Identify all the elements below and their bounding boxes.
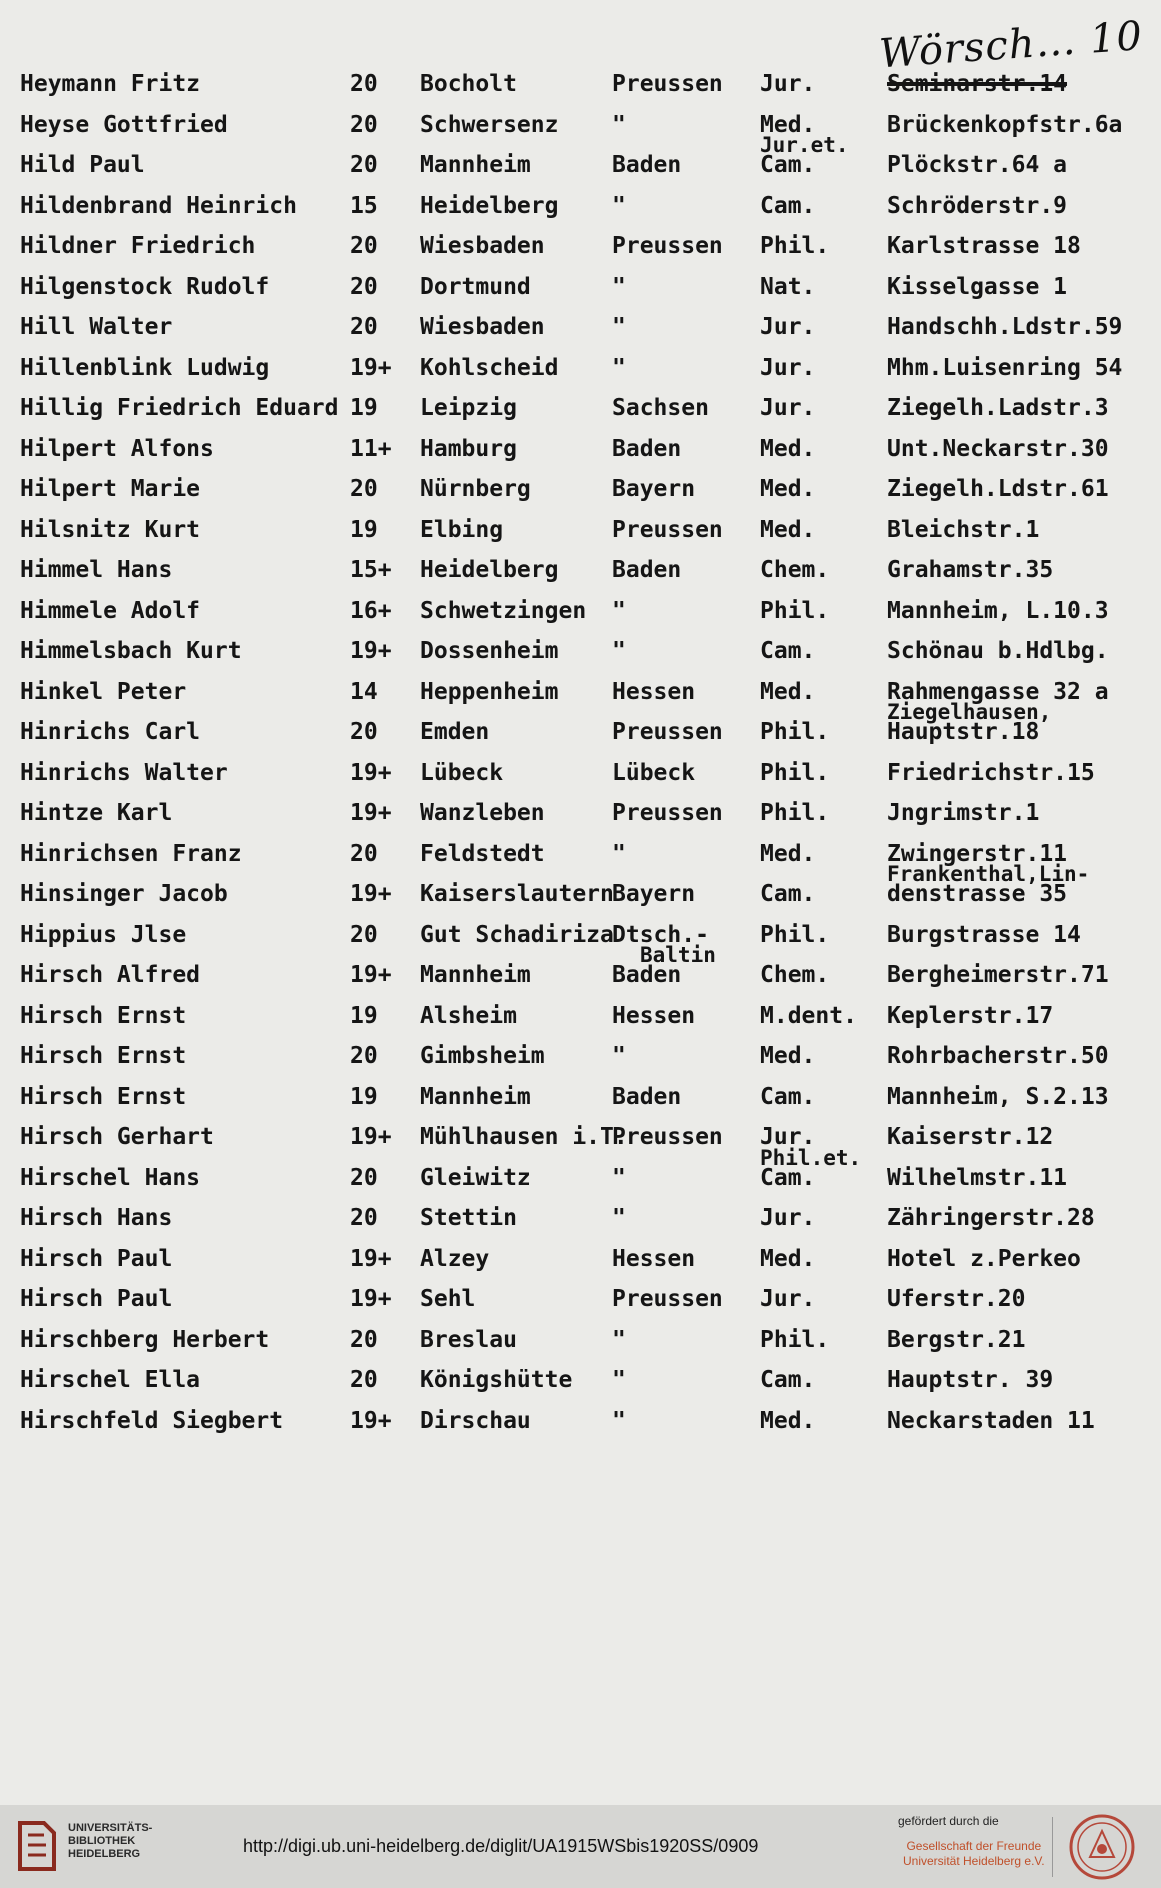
semester-count: 19+ [350,1407,392,1434]
home-city: Leipzig [420,395,517,421]
faculty: Med. [760,1043,816,1069]
home-state: " [612,840,626,867]
semester-count: 20 [350,111,378,138]
student-name: Hilpert Alfons [20,435,214,462]
student-name: Hirschberg Herbert [20,1326,270,1353]
faculty: Cam. [760,1367,816,1393]
faculty: Jur. [760,1286,816,1312]
faculty: Phil. [760,719,830,745]
home-state: Baden [612,962,682,988]
home-city: Heidelberg [420,192,559,219]
home-state: " [612,1205,626,1231]
student-name: Hinkel Peter [20,678,187,705]
student-name: Hirsch Alfred [20,962,201,988]
student-name: Hildner Friedrich [20,233,256,259]
address: Hotel z.Perkeo [887,1245,1081,1272]
home-city: Feldstedt [420,840,545,867]
address: Rohrbacherstr.50 [887,1043,1109,1069]
home-state: Preussen [612,516,723,543]
table-row [0,915,1161,967]
address: Uferstr.20 [887,1286,1026,1312]
semester-count: 19+ [350,759,392,786]
table-row [0,862,1161,914]
table-row [0,1117,1161,1157]
table-row [0,348,1161,388]
address-note: Frankenthal,Lin- [887,862,1090,886]
faculty: Cam. [760,1164,816,1191]
footer-divider [1052,1817,1053,1877]
semester-count: 20 [350,719,378,745]
home-state: " [612,273,626,300]
address: Plöckstr.64 a [887,152,1068,178]
address: Bergstr.21 [887,1326,1026,1353]
semester-count: 20 [350,1326,378,1353]
address: Handschh.Ldstr.59 [887,314,1123,340]
address: Mannheim, S.2.13 [887,1083,1109,1110]
table-row [0,226,1161,266]
address: Schönau b.Hdlbg. [887,638,1109,664]
home-state: " [612,1164,626,1191]
address: Neckarstaden 11 [887,1407,1095,1434]
student-name: Hilgenstock Rudolf [20,273,270,300]
home-state: Bayern [612,881,696,907]
faculty: Cam. [760,881,816,907]
faculty: Med. [760,1245,816,1272]
student-name: Himmele Adolf [20,597,201,624]
semester-count: 19+ [350,800,392,826]
student-name: Hirsch Ernst [20,1043,187,1069]
table-row [0,1145,1161,1198]
home-city: Gut Schadiriza [420,921,614,948]
student-name: Hirsch Paul [20,1286,173,1312]
faculty: Cam. [760,152,816,178]
semester-count: 20 [350,840,378,867]
home-state: " [612,354,626,381]
home-state: Preussen [612,233,723,259]
address: Friedrichstr.15 [887,759,1095,786]
student-name: Heyse Gottfried [20,111,228,138]
address: Hauptstr. 39 [887,1367,1054,1393]
address: Mhm.Luisenring 54 [887,354,1123,381]
table-row [0,631,1161,671]
home-city: Heidelberg [420,557,559,583]
home-state: Preussen [612,1124,723,1150]
table-row [0,1320,1161,1360]
home-state: " [612,1326,626,1353]
table-row [0,429,1161,469]
faculty: Med. [760,678,816,705]
faculty: Chem. [760,557,830,583]
table-row [0,469,1161,509]
semester-count: 19+ [350,638,392,664]
student-name: Hinrichsen Franz [20,840,242,867]
student-name: Hirsch Ernst [20,1002,187,1029]
footer-bar [0,1805,1161,1888]
faculty: Med. [760,1407,816,1434]
home-state: " [612,638,626,664]
semester-count: 19 [350,516,378,543]
home-city: Dortmund [420,273,531,300]
faculty: Jur. [760,71,816,97]
semester-count: 15 [350,192,378,219]
home-state: " [612,1043,626,1069]
semester-count: 19+ [350,1286,392,1312]
address: Brückenkopfstr.6a [887,111,1123,138]
sponsor-line1: Gesellschaft der Freunde [906,1839,1042,1853]
semester-count: 11+ [350,435,392,462]
handwritten-note: Wörsch… 10 [877,13,1145,78]
semester-count: 20 [350,1205,378,1231]
address-note: Ziegelhausen, [887,700,1052,724]
faculty: Phil. [760,759,830,786]
student-name: Hilpert Marie [20,476,201,502]
semester-count: 20 [350,921,378,948]
home-state-continuation: Baltin [640,942,716,967]
address: Unt.Neckarstr.30 [887,435,1109,462]
faculty: Jur. [760,395,816,421]
semester-count: 19 [350,1002,378,1029]
semester-count: 19+ [350,881,392,907]
semester-count: 20 [350,476,378,502]
home-city: Königshütte [420,1367,573,1393]
table-row [0,996,1161,1036]
student-name: Hippius Jlse [20,921,187,948]
student-name: Hirsch Ernst [20,1083,187,1110]
home-state: Dtsch.- [612,921,709,948]
home-city: Sehl [420,1286,476,1312]
home-state: " [612,1407,626,1434]
library-name-line3: HEIDELBERG [68,1848,141,1860]
semester-count: 20 [350,273,378,300]
semester-count: 15+ [350,557,392,583]
faculty: Med. [760,111,816,138]
home-state: Hessen [612,1002,696,1029]
home-city: Lübeck [420,759,504,786]
home-city: Alsheim [420,1002,517,1029]
faculty: Jur. [760,354,816,381]
student-name: Hirsch Gerhart [20,1124,214,1150]
table-row [0,1198,1161,1238]
student-name: Hintze Karl [20,800,173,826]
home-state: Preussen [612,800,723,826]
table-row [0,753,1161,793]
table-row [0,307,1161,347]
student-name: Hill Walter [20,314,173,340]
student-name: Hirschfeld Siegbert [20,1407,284,1434]
student-name: Hinrichs Carl [20,719,201,745]
faculty: M.dent. [760,1002,857,1029]
home-city: Wanzleben [420,800,545,826]
table-row [0,1077,1161,1117]
semester-count: 20 [350,152,378,178]
address: Karlstrasse 18 [887,233,1081,259]
home-state: Baden [612,1083,682,1110]
student-name: Hinrichs Walter [20,759,228,786]
home-city: Mühlhausen i.T. [420,1124,628,1150]
semester-count: 19+ [350,1124,392,1150]
library-name-line2: BIBLIOTHEK [68,1835,136,1847]
home-city: Kohlscheid [420,354,559,381]
student-name: Hinsinger Jacob [20,881,228,907]
semester-count: 20 [350,1043,378,1069]
faculty: Med. [760,435,816,462]
university-seal-icon [1068,1813,1136,1881]
faculty-note: Jur.et. [760,133,849,157]
student-name: Hild Paul [20,152,145,178]
semester-count: 20 [350,1367,378,1393]
address: Jngrimstr.1 [887,800,1040,826]
student-name: Hildenbrand Heinrich [20,192,297,219]
table-row [0,186,1161,226]
sponsor-line2: Universität Heidelberg e.V. [903,1854,1045,1868]
home-city: Gleiwitz [420,1164,531,1191]
student-name: Heymann Fritz [20,71,201,97]
table-row [0,267,1161,307]
address: Kaiserstr.12 [887,1124,1054,1150]
address: Schröderstr.9 [887,192,1068,219]
table-row [0,550,1161,590]
home-state: Hessen [612,1245,696,1272]
sponsor-prefix: gefördert durch die [898,1814,999,1828]
student-name: Hillenblink Ludwig [20,354,270,381]
home-city: Alzey [420,1245,490,1272]
home-city: Elbing [420,516,504,543]
home-city: Heppenheim [420,678,559,705]
home-city: Emden [420,719,490,745]
student-name: Hillig Friedrich Eduard [20,395,339,421]
library-name [68,1822,152,1861]
home-city: Schwetzingen [420,597,587,624]
semester-count: 20 [350,314,378,340]
home-city: Breslau [420,1326,517,1353]
address: Hauptstr.18 [887,719,1040,745]
table-row [0,1279,1161,1319]
home-city: Stettin [420,1205,517,1231]
address: Kisselgasse 1 [887,273,1068,300]
address: Bleichstr.1 [887,516,1040,543]
table-row [0,700,1161,752]
home-state: Preussen [612,1286,723,1312]
student-name: Himmelsbach Kurt [20,638,242,664]
home-state: Preussen [612,71,723,97]
semester-count: 20 [350,233,378,259]
address: Rahmengasse 32 a [887,678,1109,705]
home-city: Schwersenz [420,111,559,138]
faculty: Phil. [760,921,830,948]
home-state: " [612,111,626,138]
faculty: Med. [760,476,816,502]
student-name: Hirschel Hans [20,1164,201,1191]
semester-count: 14 [350,678,378,705]
semester-count: 19+ [350,1245,392,1272]
student-name: Hilsnitz Kurt [20,516,201,543]
source-url-link[interactable]: http://digi.ub.uni-heidelberg.de/diglit/UA1915WSbis1920SS/0909 [243,1836,759,1856]
faculty: Med. [760,840,816,867]
home-city: Mannheim [420,1083,531,1110]
home-city: Wiesbaden [420,314,545,340]
home-city: Wiesbaden [420,233,545,259]
table-row [0,1036,1161,1076]
table-row [0,955,1161,995]
faculty: Chem. [760,962,830,988]
table-row [0,793,1161,833]
table-row [0,133,1161,185]
home-city: Dossenheim [420,638,559,664]
faculty: Cam. [760,1083,816,1110]
address: Zwingerstr.11 [887,840,1068,867]
address: Ziegelh.Ldstr.61 [887,476,1109,502]
home-city: Bocholt [420,71,517,97]
address: Bergheimerstr.71 [887,962,1109,988]
table-row [0,105,1161,145]
table-row [0,1360,1161,1400]
faculty: Nat. [760,273,816,300]
home-city: Dirschau [420,1407,531,1434]
home-city: Gimbsheim [420,1043,545,1069]
table-row [0,1239,1161,1279]
faculty: Phil. [760,233,830,259]
home-state: " [612,597,626,624]
address: denstrasse 35 [887,881,1068,907]
home-city: Nürnberg [420,476,531,502]
address: Zähringerstr.28 [887,1205,1095,1231]
semester-count: 20 [350,1164,378,1191]
home-state: Baden [612,435,682,462]
faculty: Phil. [760,1326,830,1353]
faculty: Phil. [760,597,830,624]
home-city: Hamburg [420,435,517,462]
address: Grahamstr.35 [887,557,1054,583]
home-state: Baden [612,557,682,583]
address: Burgstrasse 14 [887,921,1081,948]
student-name: Hirsch Hans [20,1205,173,1231]
faculty: Jur. [760,1124,816,1150]
address: Keplerstr.17 [887,1002,1054,1029]
semester-count: 19+ [350,962,392,988]
home-state: Preussen [612,719,723,745]
library-name-line1: UNIVERSITÄTS- [68,1822,153,1834]
table-row [0,64,1161,104]
home-city: Kaiserslautern [420,881,614,907]
table-row [0,388,1161,428]
table-row [0,1401,1161,1441]
home-state: " [612,314,626,340]
faculty-note: Phil.et. [760,1145,862,1170]
address: Mannheim, L.10.3 [887,597,1109,624]
faculty: Phil. [760,800,830,826]
semester-count: 20 [350,71,378,97]
semester-count: 19 [350,395,378,421]
table-row [0,510,1161,550]
home-state: Sachsen [612,395,709,421]
semester-count: 19 [350,1083,378,1110]
faculty: Med. [760,516,816,543]
student-name: Himmel Hans [20,557,173,583]
address: Ziegelh.Ladstr.3 [887,395,1109,421]
sponsor-name [903,1839,1045,1869]
semester-count: 19+ [350,354,392,381]
home-state: Baden [612,152,682,178]
faculty: Cam. [760,192,816,219]
library-logo-icon [14,1817,62,1875]
faculty: Jur. [760,1205,816,1231]
home-state: " [612,1367,626,1393]
semester-count: 16+ [350,597,392,624]
home-city: Mannheim [420,962,531,988]
student-name: Hirschel Ella [20,1367,201,1393]
home-state: Lübeck [612,759,696,786]
table-row [0,591,1161,631]
home-city: Mannheim [420,152,531,178]
home-state: Bayern [612,476,696,502]
student-name: Hirsch Paul [20,1245,173,1272]
faculty: Jur. [760,314,816,340]
address: Wilhelmstr.11 [887,1164,1068,1191]
home-state: " [612,192,626,219]
faculty: Cam. [760,638,816,664]
address: Seminarstr.14 [887,71,1068,97]
home-state: Hessen [612,678,696,705]
